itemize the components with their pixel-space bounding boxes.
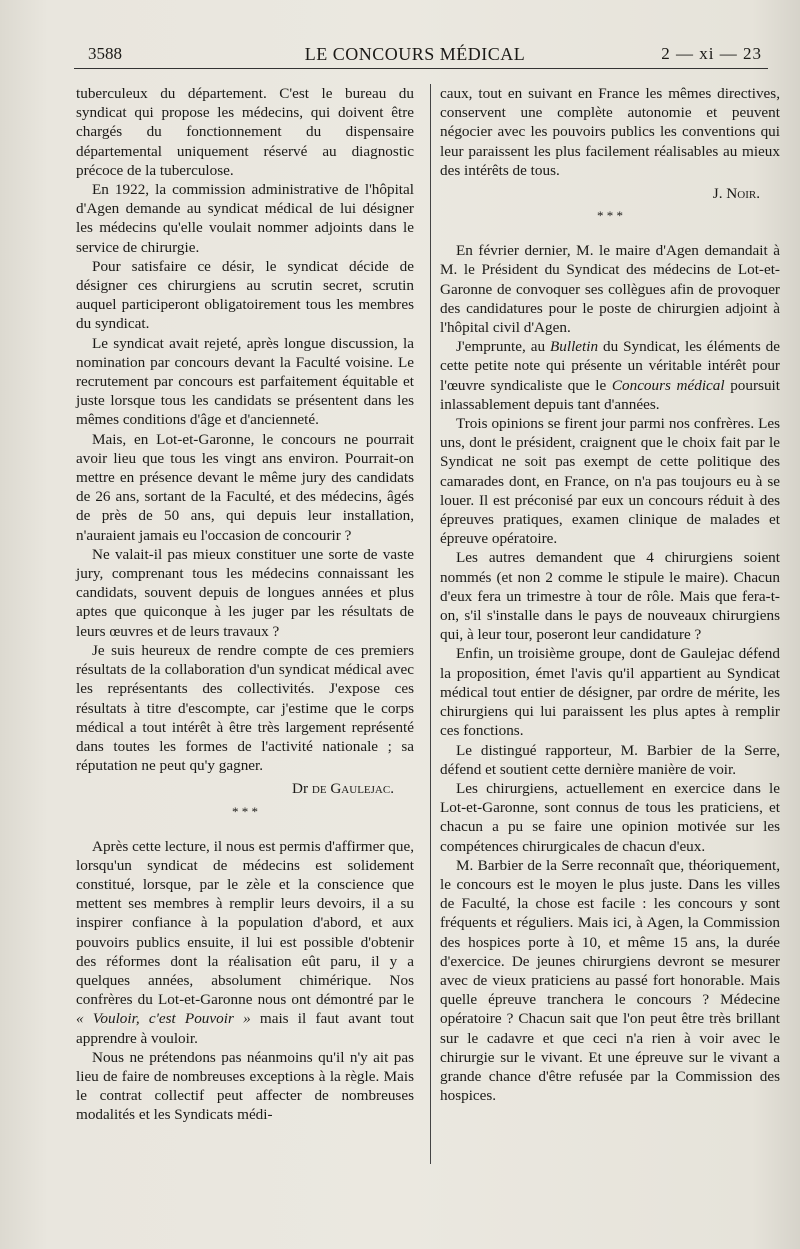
page-number: 3588 [88, 44, 122, 63]
signature [76, 779, 394, 798]
header-rule [74, 68, 768, 69]
paragraph: Mais, en Lot-et-Garonne, le concours ne pourrait avoir lieu que tous les vingt ans environ. Pourrait-on mettre en présence devant le même jury des candidats de 26 ans, sortant de la Faculté, et des médecins, âgés de près de 50 ans, qui depuis leur installation, n'auraient jamais eu l'occasion de concourir ? [76, 430, 414, 544]
running-header [60, 40, 770, 70]
separator-stars: * * * [597, 208, 623, 224]
quotation: « Vouloir, c'est Pouvoir » [76, 1010, 251, 1028]
paragraph: Le syndicat avait rejeté, après longue discussion, la nomination par concours devant la Faculté voisine. Le recrutement par concours est parfaitement équitable et juste lorsque tous les candidats se présentent dans les mêmes conditions d'âge et d'ancienneté. [76, 334, 414, 429]
signature-name: de Gaulejac. [311, 780, 394, 798]
paragraph: Je suis heureux de rendre compte de ces premiers résultats de la collaboration d'un syndicat médical avec les représentants des collectivités. J'expose ces résultats à titre d'escompte, car j'estime que le corps médical a tout intérêt à être très largement représenté dans toutes les formes de l'activité nationale ; sa réputation ne peut qu'y gagner. [76, 641, 414, 775]
paragraph: M. Barbier de la Serre reconnaît que, théoriquement, le concours est le moyen le plus juste. Dans les villes de Faculté, la chose est facile : les concours y sont fréquents et réguliers. Mais ici, à Agen, la Commission des hospices porte à 10, et même 15 ans, la durée d'exercice. De jeunes chirurgiens devront se mesurer avec de vieux praticiens au passé fort honorable. Mais quelle épreuve tranchera le concours ? Médecine opératoire ? Chacun sait que l'on peut être très brillant sur le cadavre et que ceci n'a rien à voir avec le chirurgie sur le vivant. Et une épreuve sur le vivant a grande chance d'être refusée par la Commission des hospices. [440, 856, 780, 1105]
left-column [76, 84, 414, 1125]
publication-title: Concours médical [611, 376, 725, 394]
paragraph: Trois opinions se firent jour parmi nos confrères. Les uns, dont le président, craignent que le choix fait par le Syndicat ne soit pas exempt de cette politique des camarades dont, en France, on n'a pas toujours eu à se louer. Il est préconisé par eux un concours réduit à des épreuves pratiques, examen clinique de malades et épreuve opératoire. [440, 415, 780, 548]
right-column [440, 84, 780, 1105]
paragraph: Les chirurgiens, actuellement en exercice dans le Lot-et-Garonne, sont connus de tous les praticiens, et chacun a pu se faire une opinion motivée sur les compétences chirurgicales de chacun d'eux. [440, 779, 780, 855]
signature-name: J. Noir. [712, 185, 760, 203]
paragraph: Nous ne prétendons pas néanmoins qu'il n'y ait pas lieu de faire de nombreuses exceptions à la règle. Mais le contrat collectif peut affecter de nombreuses modalités et les Syndicats médi- [76, 1048, 414, 1124]
issue-date: 2 — xi — 23 [661, 44, 762, 63]
paragraph: Le distingué rapporteur, M. Barbier de la Serre, défend et soutient cette dernière manière de voir. [440, 741, 780, 778]
paragraph: Les autres demandent que 4 chirurgiens soient nommés (et non 2 comme le stipule le maire). Chacun d'eux fera un trimestre à tour de rôle. Mais que fera-t-on, s'il s'installe dans le pays de nouveaux chirurgiens qui, à leur tour, poseront leur candidature ? [440, 549, 780, 644]
paragraph: Pour satisfaire ce désir, le syndicat décide de désigner ces chirurgiens au scrutin secret, scrutin auquel participeront obligatoirement tous les membres du syndicat. [76, 257, 414, 333]
publication-title: Bulletin [549, 338, 599, 356]
signature-prefix: Dr [292, 780, 309, 798]
paragraph: tuberculeux du département. C'est le bureau du syndicat qui propose les médecins, qui doivent être chargés du fonctionnement du dispensaire départemental uniquement réservé au diagnostic précoce de la tuberculose. [76, 85, 414, 179]
section-separator [440, 209, 780, 223]
paragraph: En février dernier, M. le maire d'Agen demandait à M. le Président du Syndicat des médecins de Lot-et-Garonne de convoquer ses collègues afin de provoquer des candidatures pour le poste de chirurgien adjoint à l'hôpital civil d'Agen. [440, 242, 780, 337]
column-divider [430, 84, 431, 1164]
journal-title: LE CONCOURS MÉDICAL [304, 44, 526, 64]
paragraph: Ne valait-il pas mieux constituer une sorte de vaste jury, comprenant tous les médecins connaissant les candidats, souvent depuis de longues années et plus aptes que quiconque à les juger par les résultats de leurs œuvres et de leurs travaux ? [76, 545, 414, 640]
paragraph: En 1922, la commission administrative de l'hôpital d'Agen demande au syndicat médical de lui désigner les médecins qu'elle voulait nommer adjoints dans le service de chirurgie. [76, 181, 414, 256]
paragraph: Après cette lecture, il nous est permis d'affirmer que, lorsqu'un syndicat de médecins est solidement constitué, lorsque, par le zèle et la conscience que mettent ses membres à remplir leurs devoirs, il a su inspirer confiance à la population d'abord, et aux pouvoirs publics ensuite, il lui est possible d'obtenir des réformes dont la réalisation eût paru, il y a quelques années, absolument chimérique. Nos confrères du Lot-et-Garonne nous ont démontré par le « Vouloir, c'est Pouvoir » mais il faut avant tout apprendre à vouloir. [76, 837, 414, 1047]
signature [440, 184, 760, 203]
paragraph: caux, tout en suivant en France les mêmes directives, conservent une complète autonomie et peuvent négocier avec les pouvoirs publics les conventions qui leur paraissent les plus facilement réalisables au mieux des intérêts de tous. [440, 85, 780, 179]
separator-stars: * * * [232, 803, 258, 819]
paragraph: Enfin, un troisième groupe, dont de Gaulejac défend la proposition, émet l'avis qu'il appartient au Syndicat médical tout entier de désigner, par ordre de mérite, les chirurgiens qui lui paraissent les plus aptes à remplir ces fonctions. [440, 645, 780, 740]
section-separator [76, 805, 414, 819]
paragraph: J'emprunte, au Bulletin du Syndicat, les éléments de cette petite note qui présente un véritable intérêt pour l'œuvre syndicaliste que le Concours médical poursuit inlassablement depuis tant d'années. [440, 338, 780, 413]
